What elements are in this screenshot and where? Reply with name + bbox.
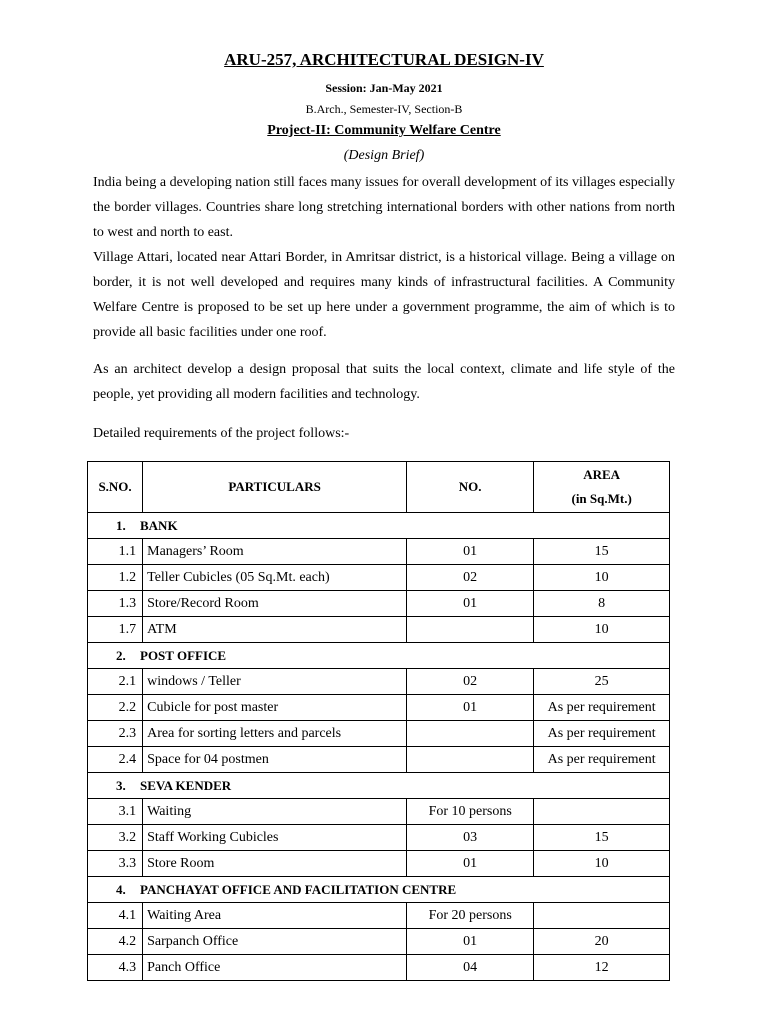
cell-no: 02: [407, 669, 534, 695]
course-title: ARU-257, ARCHITECTURAL DESIGN-IV: [224, 50, 544, 69]
cell-sno: 4.1: [88, 903, 143, 929]
table-row: [88, 851, 670, 877]
cell-no: 01: [407, 695, 534, 721]
table-row: [88, 799, 670, 825]
section-name: PANCHAYAT OFFICE AND FACILITATION CENTRE: [140, 881, 457, 897]
table-row: [88, 539, 670, 565]
section-name: BANK: [140, 517, 178, 533]
cell-sno: 4.3: [88, 955, 143, 981]
cell-no: 01: [407, 539, 534, 565]
cell-no: For 20 persons: [407, 903, 534, 929]
section-number: 3.: [116, 777, 126, 793]
table-row: [88, 617, 670, 643]
cell-area: 8: [534, 591, 670, 617]
requirements-intro: Detailed requirements of the project follows:-: [93, 426, 350, 441]
cell-sno: 1.1: [88, 539, 143, 565]
task-paragraph: As an architect develop a design proposal that suits the local context, climate and life style of the people, yet providing all modern facilities and technology.: [93, 362, 675, 402]
cell-sno: 2.1: [88, 669, 143, 695]
section-row: [88, 513, 670, 539]
cell-particular: Waiting Area: [143, 903, 407, 929]
cell-no: 03: [407, 825, 534, 851]
header-area: [534, 462, 670, 513]
cell-area: As per requirement: [534, 695, 670, 721]
cell-sno: 1.7: [88, 617, 143, 643]
section-heading: [88, 643, 670, 669]
section-heading: [88, 877, 670, 903]
cell-area: 10: [534, 851, 670, 877]
section-row: [88, 773, 670, 799]
cell-no: [407, 617, 534, 643]
table-row: [88, 825, 670, 851]
cell-particular: Store Room: [143, 851, 407, 877]
header-sno: S.NO.: [88, 462, 143, 513]
section-name: POST OFFICE: [140, 647, 227, 663]
cell-sno: 3.3: [88, 851, 143, 877]
cell-no: For 10 persons: [407, 799, 534, 825]
section-row: [88, 877, 670, 903]
cell-particular: Area for sorting letters and parcels: [143, 721, 407, 747]
header-area-label: AREA: [583, 467, 621, 482]
cell-no: [407, 721, 534, 747]
design-brief-label: (Design Brief): [343, 148, 425, 163]
cell-area: 15: [534, 539, 670, 565]
table-row: [88, 565, 670, 591]
cell-particular: Teller Cubicles (05 Sq.Mt. each): [143, 565, 407, 591]
cell-particular: Managers’ Room: [143, 539, 407, 565]
cell-no: 04: [407, 955, 534, 981]
table-row: [88, 695, 670, 721]
cell-area: [534, 903, 670, 929]
cell-no: 01: [407, 591, 534, 617]
table-row: [88, 721, 670, 747]
cell-area: 15: [534, 825, 670, 851]
cell-sno: 3.2: [88, 825, 143, 851]
cell-no: 01: [407, 851, 534, 877]
cell-sno: 4.2: [88, 929, 143, 955]
header-no: NO.: [407, 462, 534, 513]
table-row: [88, 929, 670, 955]
cell-no: 02: [407, 565, 534, 591]
cell-sno: 1.3: [88, 591, 143, 617]
section-number: 1.: [116, 517, 126, 533]
cell-sno: 2.3: [88, 721, 143, 747]
section-heading: [88, 773, 670, 799]
table-row: [88, 903, 670, 929]
cell-area: 12: [534, 955, 670, 981]
cell-area: 20: [534, 929, 670, 955]
cell-sno: 1.2: [88, 565, 143, 591]
cell-particular: Panch Office: [143, 955, 407, 981]
cell-sno: 2.2: [88, 695, 143, 721]
table-row: [88, 669, 670, 695]
cell-no: 01: [407, 929, 534, 955]
section-number: 4.: [116, 881, 126, 897]
site-paragraph: Village Attari, located near Attari Border, in Amritsar district, is a historical village. Being a village on border, it is not well developed and requires many kinds of infrastructural facilities. A Community Welfare Centre is proposed to be set up here under a government programme, the aim of which is to provide all basic facilities under one roof.: [93, 250, 675, 340]
cell-area: As per requirement: [534, 721, 670, 747]
table-body: [88, 513, 670, 981]
section-row: [88, 643, 670, 669]
section-number: 2.: [116, 647, 126, 663]
table-header-row: [88, 462, 670, 513]
header-area-unit: (in Sq.Mt.): [571, 491, 632, 506]
cell-no: [407, 747, 534, 773]
cell-area: 25: [534, 669, 670, 695]
cell-sno: 3.1: [88, 799, 143, 825]
cell-area: 10: [534, 617, 670, 643]
cell-particular: Space for 04 postmen: [143, 747, 407, 773]
requirements-table: [87, 461, 670, 981]
cell-particular: Staff Working Cubicles: [143, 825, 407, 851]
cell-particular: Cubicle for post master: [143, 695, 407, 721]
cell-particular: windows / Teller: [143, 669, 407, 695]
cell-particular: Sarpanch Office: [143, 929, 407, 955]
intro-paragraph: India being a developing nation still faces many issues for overall development of its villages especially the border villages. Countries share long stretching international borders with other nations from north to west and north to east.: [93, 175, 676, 240]
table-row: [88, 591, 670, 617]
cell-area: [534, 799, 670, 825]
cell-particular: Waiting: [143, 799, 407, 825]
cell-sno: 2.4: [88, 747, 143, 773]
semester-line: B.Arch., Semester-IV, Section-B: [305, 102, 463, 116]
section-heading: [88, 513, 670, 539]
cell-particular: ATM: [143, 617, 407, 643]
project-title: Project-II: Community Welfare Centre: [267, 123, 501, 138]
cell-area: 10: [534, 565, 670, 591]
session-line: Session: Jan-May 2021: [325, 81, 443, 95]
table-row: [88, 747, 670, 773]
table-row: [88, 955, 670, 981]
section-name: SEVA KENDER: [140, 777, 232, 793]
cell-area: As per requirement: [534, 747, 670, 773]
cell-particular: Store/Record Room: [143, 591, 407, 617]
header-particulars: PARTICULARS: [143, 462, 407, 513]
